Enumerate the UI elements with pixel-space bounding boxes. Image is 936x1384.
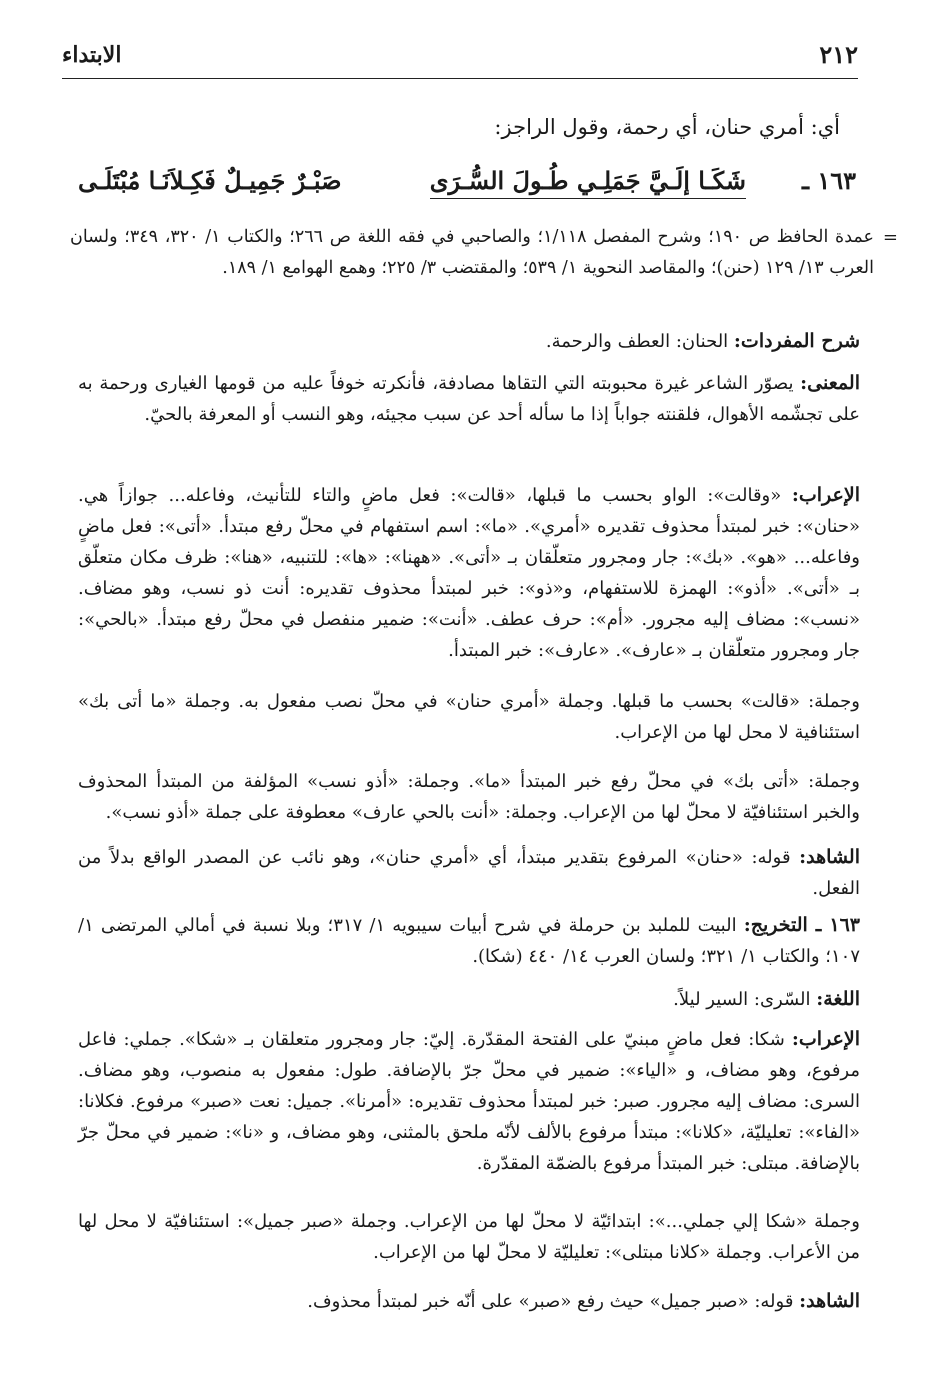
section-label: الشاهد:	[799, 1290, 860, 1312]
section-text: قوله: «حنان» المرفوع بتقدير مبتدأ، أي «أمري حنان»، وهو نائب عن المصدر الواقع بدلاً من الفعل.	[78, 847, 860, 899]
section-label: شرح المفردات:	[733, 330, 860, 352]
section-text: وجملة: «قالت» بحسب ما قبلها. وجملة «أمري حنان» في محلّ نصب مفعول به. وجملة «ما أتى بك» استئنافية لا محل لها من الإعراب.	[78, 691, 860, 743]
section-sentences-1	[78, 686, 860, 748]
section-text: شكا: فعل ماضٍ مبنيّ على الفتحة المقدّرة. إليّ: جار ومجرور متعلقان بـ «شكا». جملي: فاعل مرفوع، وهو مضاف، و «الياء»: ضمير في محلّ جرّ بالإضافة. طول: مفعول به منصوب، وهو مضاف. السرى: مضاف إليه مجرور. صبر: خبر لمبتدأ محذوف تقديره: «أمرنا». جميل: نعت «صبر» مرفوع. فكلانا: «الفاء»: تعليليّة، «كلانا»: مبتدأ مرفوع بالألف لأنّه ملحق بالمثنى، وهو مضاف، و «نا»: ضمير في محلّ جرّ بالإضافة. مبتلى: خبر المبتدأ مرفوع بالضمّة المقدّرة.	[78, 1029, 861, 1174]
page-number: ٢١٢	[819, 40, 858, 69]
section-sentences-2	[78, 766, 860, 828]
section-text: الحنان: العطف والرحمة.	[545, 331, 729, 352]
intro-line: أي: أمري حنان، أي رحمة، وقول الراجز:	[494, 115, 840, 139]
verse-number: ١٦٣ ـ	[801, 166, 856, 195]
section-label: الإعراب:	[791, 1028, 861, 1050]
section-label: المعنى:	[800, 372, 860, 394]
page-header	[62, 36, 858, 79]
footnote-text: عمدة الحافظ ص ١٩٠؛ وشرح المفصل ١/١١٨؛ والصاحبي في فقه اللغة ص ٢٦٦؛ والكتاب ١/ ٣٢٠، ٣٤٩؛ ولسان العرب ١٣/ ١٢٩ (حنن)؛ والمقاصد النحوية ١/ ٥٣٩؛ والمقتضب ٣/ ٢٢٥؛ وهمع الهوامع ١/ ١٨٩.	[70, 227, 874, 278]
section-sentences-3	[78, 1206, 860, 1268]
section-label: الشاهد:	[799, 846, 860, 868]
section-text: قوله: «صبر جميل» حيث رفع «صبر» على أنّه خبر لمبتدأ محذوف.	[307, 1291, 794, 1312]
section-text: وجملة «شكا إلي جملي...»: ابتدائيّة لا محلّ لها من الإعراب. وجملة «صبر جميل»: استئنافيّة لا محل لها من الأعراب. وجملة «كلانا مبتلى»: تعليليّة لا محلّ لها من الإعراب.	[78, 1211, 860, 1263]
verse-first-hemistich: شَكَـا إلَـيَّ جَمَلِـي طُـولَ السُّـرَى	[430, 166, 746, 199]
section-text: السّرى: السير ليلاً.	[673, 989, 811, 1010]
section-text: وجملة: «أتى بك» في محلّ رفع خبر المبتدأ «ما». وجملة: «أذو نسب» المؤلفة من المبتدأ المحذوف والخبر استئنافيّة لا محلّ لها من الإعراب. وجملة: «أنت بالحي عارف» معطوفة على جملة «أذو نسب».	[78, 771, 860, 823]
section-parsing-2	[78, 1024, 860, 1179]
section-text: البيت للملبد بن حرملة في شرح أبيات سيبويه ١/ ٣١٧؛ وبلا نسبة في أمالي المرتضى ١/ ١٠٧؛ والكتاب ١/ ٣٢١؛ ولسان العرب ١٤/ ٤٤٠ (شكا).	[78, 915, 860, 967]
section-attribution	[78, 910, 860, 972]
section-text: يصوّر الشاعر غيرة محبوبته التي التقاها مصادفة، فأنكرته خوفاً عليه من قومها الغيارى ورحمة به على تجشّمه الأهوال، فلقنته جواباً إذا ما سأله أحد عن سبب مجيئه، وهو النسب أو المعرفة بالحيّ.	[78, 373, 860, 425]
section-evidence-1	[78, 842, 860, 904]
section-label: ١٦٣ ـ التخريج:	[743, 914, 860, 936]
section-evidence-2	[78, 1286, 860, 1317]
section-language	[78, 984, 860, 1015]
section-text: «وقالت»: الواو بحسب ما قبلها، «قالت»: فعل ماضٍ والتاء للتأنيث، وفاعله... جوازاً هي. «حنان»: خبر لمبتدأ محذوف تقديره «أمري». «ما»: اسم استفهام في محلّ رفع مبتدأ. «أتى»: فعل ماضٍ وفاعله... «هو». «بك»: جار ومجرور متعلّقان بـ «أتى». «ههنا»: «ها»: للتنبيه، «هنا»: ظرف مكان متعلّق بـ «أتى». «أذو»: الهمزة للاستفهام، و«ذو»: خبر لمبتدأ محذوف تقديره: أنت ذو نسب، وهو مضاف. «نسب»: مضاف إليه مجرور. «أم»: حرف عطف. «أنت»: ضمير منفصل في محلّ رفع مبتدأ. «بالحي»: جار ومجرور متعلّقان بـ «عارف». «عارف»: خبر المبتدأ.	[78, 485, 860, 661]
section-parsing-1	[78, 480, 860, 666]
verse-163	[78, 166, 856, 214]
footnote-sources	[70, 222, 898, 284]
verse-second-hemistich: صَبْـرٌ جَمِيـلٌ فَكِـلاَنَـا مُبْتَلَـى	[78, 166, 342, 195]
section-label: اللغة:	[816, 988, 860, 1010]
section-vocabulary	[78, 326, 860, 357]
running-title: الابتداء	[62, 42, 122, 68]
section-meaning	[78, 368, 860, 430]
section-label: الإعراب:	[791, 484, 860, 506]
footnote-continuation-marker: =	[882, 227, 898, 248]
